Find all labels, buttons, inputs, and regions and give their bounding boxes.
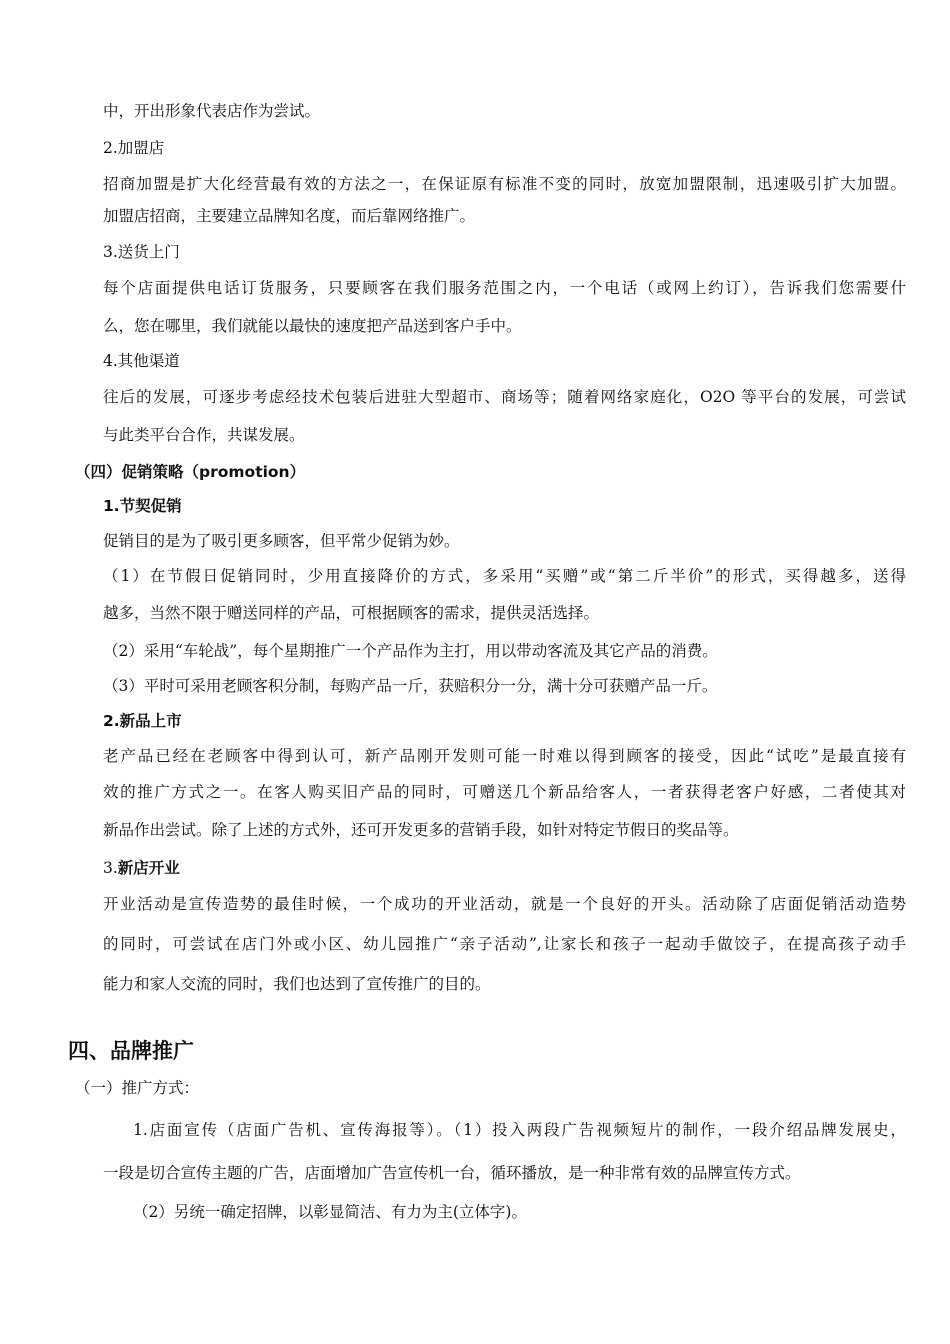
- subheading-delivery: 3.送货上门: [103, 243, 180, 261]
- subheading-franchise: 2.加盟店: [103, 139, 165, 157]
- paragraph-line: 促销目的是为了吸引更多顾客，但平常少促销为妙。: [103, 532, 460, 550]
- paragraph-line: 加盟店招商，主要建立品牌知名度，而后靠网络推广。: [103, 207, 476, 225]
- paragraph-line: 与此类平台合作，共谋发展。: [103, 426, 305, 444]
- paragraph-line: 的同时，可尝试在店门外或小区、幼儿园推广“亲子活动”,让家长和孩子一起动手做饺子，在提高孩子动手: [103, 935, 906, 953]
- section-heading-methods: （一）推广方式：: [75, 1079, 200, 1097]
- paragraph-line: 开业活动是宣传造势的最佳时候，一个成功的开业活动，就是一个良好的开头。活动除了店面促销活动造势: [103, 895, 906, 913]
- paragraph-line: 越多，当然不限于赠送同样的产品，可根据顾客的需求，提供灵活选择。: [103, 604, 600, 622]
- paragraph-line: 么，您在哪里，我们就能以最快的速度把产品送到客户手中。: [103, 317, 522, 335]
- subheading-holiday-promotion: 1.节契促销: [103, 497, 182, 515]
- paragraph-line: （3）平时可采用老顾客积分制，每购产品一斤，获赔积分一分，满十分可获赠产品一斤。: [103, 677, 718, 695]
- paragraph-line: 一段是切合宣传主题的广告，店面增加广告宣传机一台，循环播放，是一种非常有效的品牌宣传方式。: [103, 1164, 801, 1182]
- paragraph-line: （2）采用“车轮战”，每个星期推广一个产品作为主打，用以带动客流及其它产品的消费。: [103, 642, 718, 660]
- paragraph-line: （1）在节假日促销同时，少用直接降价的方式，多采用“买赠”或“第二斤半价”的形式，买得越多，送得: [103, 567, 906, 585]
- subheading-text: 新店开业: [117, 859, 180, 877]
- section-heading-promotion: （四）促销策略（promotion）: [75, 463, 306, 481]
- paragraph-line: 1.店面宣传（店面广告机、宣传海报等）。（1）投入两段广告视频短片的制作，一段介绍品牌发展史，: [133, 1121, 906, 1139]
- paragraph-line: 老产品已经在老顾客中得到认可，新产品刚开发则可能一时难以得到顾客的接受，因此“试吃”是最直接有: [103, 747, 906, 765]
- subheading-number: 3.: [103, 859, 118, 877]
- subheading-other-channels: 4.其他渠道: [103, 352, 180, 370]
- paragraph-line: 新品作出尝试。除了上述的方式外，还可开发更多的营销手段，如针对特定节假日的奖品等。: [103, 821, 739, 839]
- paragraph-line: 效的推广方式之一。在客人购买旧产品的同时，可赠送几个新品给客人，一者获得老客户好感，二者使其对: [103, 783, 906, 801]
- subheading-store-opening: [103, 858, 180, 878]
- paragraph-line: 中，开出形象代表店作为尝试。: [103, 102, 321, 120]
- paragraph-line: 招商加盟是扩大化经营最有效的方法之一，在保证原有标准不变的同时，放宽加盟限制，迅速吸引扩大加盟。: [103, 175, 906, 193]
- paragraph-line: 往后的发展，可逐步考虑经技术包装后进驻大型超市、商场等；随着网络家庭化，O2O 等平台的发展，可尝试: [103, 388, 906, 406]
- paragraph-line: 每个店面提供电话订货服务，只要顾客在我们服务范围之内，一个电话（或网上约订），告诉我们您需要什: [103, 279, 906, 297]
- subheading-new-product: 2.新品上市: [103, 712, 182, 730]
- paragraph-line: 能力和家人交流的同时，我们也达到了宣传推广的目的。: [103, 975, 491, 993]
- paragraph-line: （2）另统一确定招牌，以彰显简洁、有力为主(立体字)。: [133, 1203, 527, 1221]
- chapter-heading-brand-promotion: 四、品牌推广: [68, 1039, 194, 1063]
